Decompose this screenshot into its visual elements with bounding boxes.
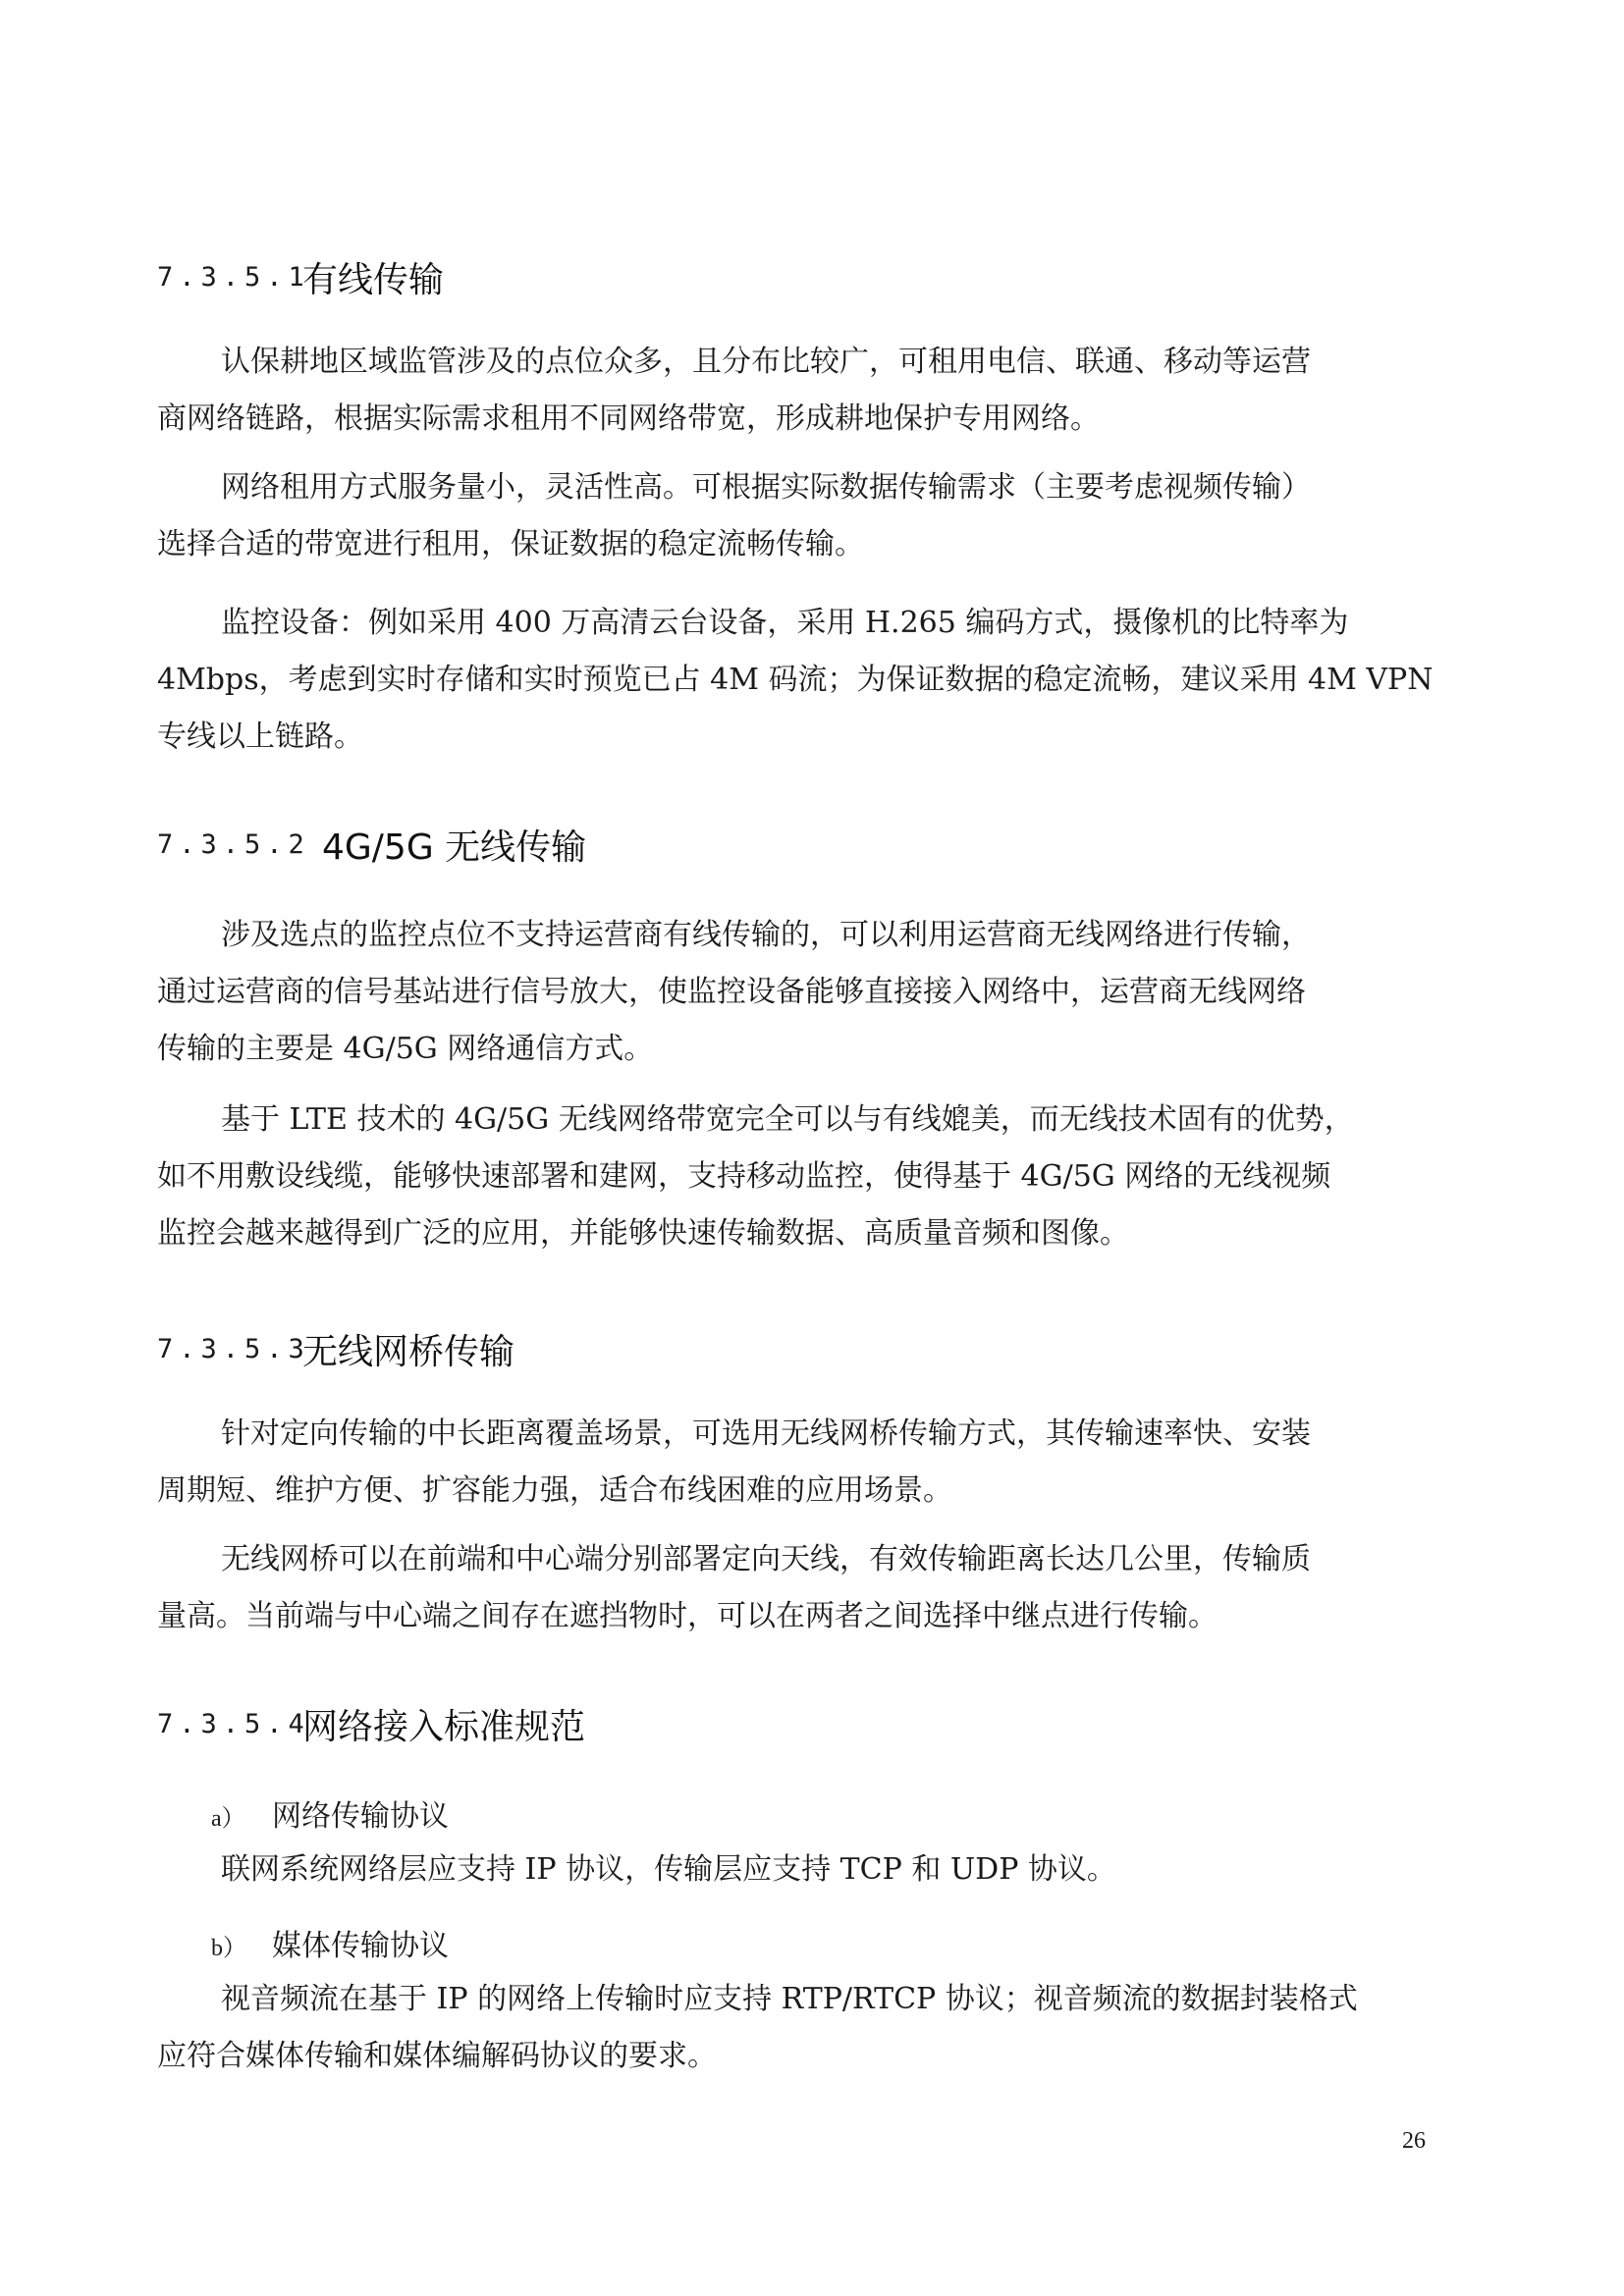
list-item-label: 网络传输协议 (272, 1799, 449, 1834)
paragraph (157, 334, 1441, 448)
section-number: 7.3.5.3 (157, 1333, 310, 1364)
paragraph (157, 1406, 1441, 1520)
paragraph-line: 传输的主要是 4G/5G 网络通信方式。 (157, 1032, 654, 1066)
section-heading-7-3-5-4 (157, 1694, 585, 1753)
paragraph-line: 基于 LTE 技术的 4G/5G 无线网络带宽完全可以与有线媲美，而无线技术固有的优势， (221, 1102, 1354, 1137)
paragraph-line: 针对定向传输的中长距离覆盖场景，可选用无线网桥传输方式，其传输速率快、安装 (221, 1416, 1311, 1451)
paragraph (157, 907, 1441, 1078)
paragraph-line: 选择合适的带宽进行租用，保证数据的稳定流畅传输。 (157, 527, 864, 561)
paragraph-line: 网络租用方式服务量小，灵活性高。可根据实际数据传输需求（主要考虑视频传输） (221, 470, 1311, 505)
section-number: 7.3.5.2 (157, 828, 310, 860)
section-title: 4G/5G 无线传输 (322, 827, 587, 868)
section-heading-7-3-5-3 (157, 1319, 514, 1378)
paragraph (157, 595, 1441, 766)
page-number: 26 (1402, 2128, 1426, 2154)
list-marker: b） (211, 1936, 246, 1961)
paragraph-line: 量高。当前端与中心端之间存在遮挡物时，可以在两者之间选择中继点进行传输。 (157, 1599, 1218, 1633)
paragraph-line: 联网系统网络层应支持 IP 协议，传输层应支持 TCP 和 UDP 协议。 (221, 1852, 1116, 1887)
paragraph-line: 无线网桥可以在前端和中心端分别部署定向天线，有效传输距离长达几公里，传输质 (221, 1542, 1311, 1576)
paragraph-line: 专线以上链路。 (157, 720, 363, 754)
paragraph (157, 1971, 1441, 2085)
section-title: 无线网桥传输 (302, 1331, 515, 1372)
paragraph (157, 1092, 1441, 1262)
section-number: 7.3.5.1 (157, 261, 310, 293)
paragraph (157, 459, 1441, 573)
list-item-a (211, 1792, 449, 1843)
paragraph-line: 4Mbps，考虑到实时存储和实时预览已占 4M 码流；为保证数据的稳定流畅，建议采用 4M VPN (157, 663, 1434, 697)
section-number: 7.3.5.4 (157, 1708, 310, 1739)
section-title: 网络接入标准规范 (302, 1706, 586, 1747)
paragraph-line: 监控设备：例如采用 400 万高清云台设备，采用 H.265 编码方式，摄像机的比特率为 (221, 606, 1349, 640)
list-item-b (211, 1922, 449, 1973)
paragraph-line: 商网络链路，根据实际需求租用不同网络带宽，形成耕地保护专用网络。 (157, 401, 1100, 436)
section-heading-7-3-5-1 (157, 247, 444, 306)
paragraph-line: 如不用敷设线缆，能够快速部署和建网，支持移动监控，使得基于 4G/5G 网络的无线视频 (157, 1159, 1331, 1194)
paragraph (157, 1842, 1441, 1898)
paragraph-line: 应符合媒体传输和媒体编解码协议的要求。 (157, 2039, 717, 2073)
list-marker: a） (211, 1806, 245, 1832)
paragraph-line: 视音频流在基于 IP 的网络上传输时应支持 RTP/RTCP 协议；视音频流的数据封装格式 (221, 1982, 1358, 2016)
paragraph-line: 周期短、维护方便、扩容能力强，适合布线困难的应用场景。 (157, 1473, 952, 1508)
paragraph-line: 涉及选点的监控点位不支持运营商有线传输的，可以利用运营商无线网络进行传输， (221, 918, 1311, 952)
paragraph (157, 1531, 1441, 1645)
paragraph-line: 认保耕地区域监管涉及的点位众多，且分布比较广，可租用电信、联通、移动等运营 (221, 345, 1311, 379)
section-heading-7-3-5-2 (157, 815, 586, 874)
paragraph-line: 监控会越来越得到广泛的应用，并能够快速传输数据、高质量音频和图像。 (157, 1216, 1129, 1251)
paragraph-line: 通过运营商的信号基站进行信号放大，使监控设备能够直接接入网络中，运营商无线网络 (157, 975, 1306, 1009)
section-title: 有线传输 (302, 259, 445, 300)
list-item-label: 媒体传输协议 (272, 1929, 449, 1963)
